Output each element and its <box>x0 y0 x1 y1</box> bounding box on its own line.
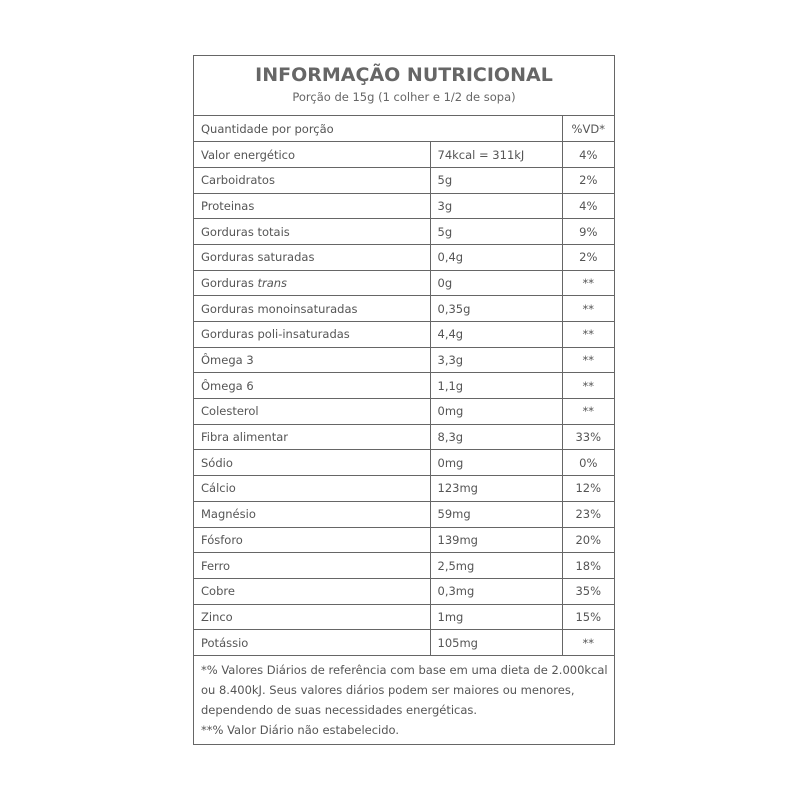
table-row <box>194 193 614 219</box>
nutrient-amount: 105mg <box>430 630 562 656</box>
nutrient-daily-value: 4% <box>562 193 614 219</box>
nutrient-daily-value: 4% <box>562 142 614 168</box>
nutrient-daily-value: 23% <box>562 501 614 527</box>
nutrient-amount: 0,4g <box>430 244 562 270</box>
nutrient-amount: 123mg <box>430 476 562 502</box>
table-row <box>194 399 614 425</box>
nutrient-name-text: Carboidratos <box>201 173 275 188</box>
footnote-not-established: **% Valor Diário não estabelecido. <box>201 722 400 737</box>
nutrient-name <box>194 424 430 450</box>
table-row <box>194 578 614 604</box>
nutrient-amount: 8,3g <box>430 424 562 450</box>
nutrition-facts-label <box>193 55 615 745</box>
nutrient-name <box>194 399 430 425</box>
nutrient-name <box>194 244 430 270</box>
footnote-reference-values: *% Valores Diários de referência com base em uma dieta de 2.000kcal ou 8.400kJ. Seus valores diários podem ser maiores ou menores, dependendo de suas necessidades energéticas. <box>201 662 608 717</box>
nutrient-daily-value: ** <box>562 322 614 348</box>
nutrient-daily-value: ** <box>562 296 614 322</box>
nutrient-amount: 74kcal = 311kJ <box>430 142 562 168</box>
nutrient-name-text: Ômega 3 <box>201 353 254 368</box>
nutrient-daily-value: ** <box>562 347 614 373</box>
nutrient-daily-value: ** <box>562 270 614 296</box>
table-row <box>194 476 614 502</box>
column-header-amount <box>430 116 562 142</box>
nutrient-daily-value: 33% <box>562 424 614 450</box>
nutrient-name-text: Ômega 6 <box>201 378 254 393</box>
nutrient-name <box>194 322 430 348</box>
table-row <box>194 219 614 245</box>
nutrient-daily-value: 15% <box>562 604 614 630</box>
table-row <box>194 501 614 527</box>
nutrient-daily-value: 20% <box>562 527 614 553</box>
table-row <box>194 424 614 450</box>
nutrient-name-text: Fibra alimentar <box>201 430 288 445</box>
nutrient-name <box>194 347 430 373</box>
table-row <box>194 296 614 322</box>
nutrient-daily-value: ** <box>562 399 614 425</box>
nutrient-daily-value: ** <box>562 373 614 399</box>
nutrient-daily-value: 9% <box>562 219 614 245</box>
table-row <box>194 142 614 168</box>
nutrient-name <box>194 604 430 630</box>
column-header-quantity: Quantidade por porção <box>194 116 430 142</box>
nutrient-daily-value: 0% <box>562 450 614 476</box>
nutrient-name-text: Valor energético <box>201 147 296 162</box>
nutrient-amount: 0g <box>430 270 562 296</box>
footnote <box>194 656 614 744</box>
nutrient-name-text: Gorduras <box>201 275 254 290</box>
nutrient-name-text: Gorduras saturadas <box>201 250 315 265</box>
nutrient-amount: 5g <box>430 219 562 245</box>
nutrient-name <box>194 142 430 168</box>
nutrient-name-text: Ferro <box>201 558 231 573</box>
nutrient-amount: 0,35g <box>430 296 562 322</box>
table-header-row <box>194 116 614 142</box>
label-title: INFORMAÇÃO NUTRICIONAL <box>255 64 553 86</box>
nutrient-name <box>194 501 430 527</box>
table-row <box>194 630 614 656</box>
label-header <box>194 56 614 116</box>
table-row <box>194 244 614 270</box>
table-row <box>194 270 614 296</box>
nutrient-name-text: Gorduras totais <box>201 224 290 239</box>
nutrition-table <box>194 116 614 656</box>
nutrient-name <box>194 219 430 245</box>
table-row <box>194 322 614 348</box>
nutrient-name-text: Proteinas <box>201 198 255 213</box>
nutrient-name-text: Cálcio <box>201 481 236 496</box>
portion-size: Porção de 15g (1 colher e 1/2 de sopa) <box>292 90 516 104</box>
nutrient-name-text: Colesterol <box>201 404 259 419</box>
table-row <box>194 373 614 399</box>
nutrient-name <box>194 193 430 219</box>
table-row <box>194 527 614 553</box>
nutrient-amount: 0mg <box>430 399 562 425</box>
nutrient-amount: 0,3mg <box>430 578 562 604</box>
nutrient-daily-value: 12% <box>562 476 614 502</box>
nutrient-amount: 59mg <box>430 501 562 527</box>
nutrient-amount: 5g <box>430 167 562 193</box>
column-header-vd: %VD* <box>562 116 614 142</box>
nutrient-daily-value: 2% <box>562 244 614 270</box>
nutrient-name <box>194 167 430 193</box>
nutrient-amount: 139mg <box>430 527 562 553</box>
nutrient-name-text: Magnésio <box>201 507 256 522</box>
nutrient-name-text: Sódio <box>201 455 233 470</box>
nutrient-name <box>194 527 430 553</box>
nutrient-name-text: Gorduras monoinsaturadas <box>201 301 358 316</box>
table-row <box>194 450 614 476</box>
nutrient-name <box>194 450 430 476</box>
nutrient-name-text: Potássio <box>201 635 249 650</box>
nutrient-name-text: Cobre <box>201 584 235 599</box>
nutrient-daily-value: 35% <box>562 578 614 604</box>
nutrient-amount: 1,1g <box>430 373 562 399</box>
table-row <box>194 167 614 193</box>
nutrient-name-text: Fósforo <box>201 532 243 547</box>
nutrient-amount: 0mg <box>430 450 562 476</box>
nutrient-name-italic: trans <box>257 275 288 290</box>
nutrient-amount: 2,5mg <box>430 553 562 579</box>
nutrient-name <box>194 373 430 399</box>
nutrient-name <box>194 578 430 604</box>
nutrient-name <box>194 630 430 656</box>
nutrient-daily-value: 18% <box>562 553 614 579</box>
nutrient-name-text: Gorduras poli-insaturadas <box>201 327 350 342</box>
nutrient-daily-value: 2% <box>562 167 614 193</box>
nutrient-amount: 3g <box>430 193 562 219</box>
nutrient-name-text: Zinco <box>201 609 233 624</box>
nutrient-name <box>194 553 430 579</box>
nutrient-amount: 1mg <box>430 604 562 630</box>
table-row <box>194 604 614 630</box>
nutrient-name <box>194 270 430 296</box>
table-row <box>194 553 614 579</box>
nutrient-name <box>194 476 430 502</box>
table-row <box>194 347 614 373</box>
nutrient-daily-value: ** <box>562 630 614 656</box>
nutrient-name <box>194 296 430 322</box>
nutrient-amount: 3,3g <box>430 347 562 373</box>
nutrient-amount: 4,4g <box>430 322 562 348</box>
